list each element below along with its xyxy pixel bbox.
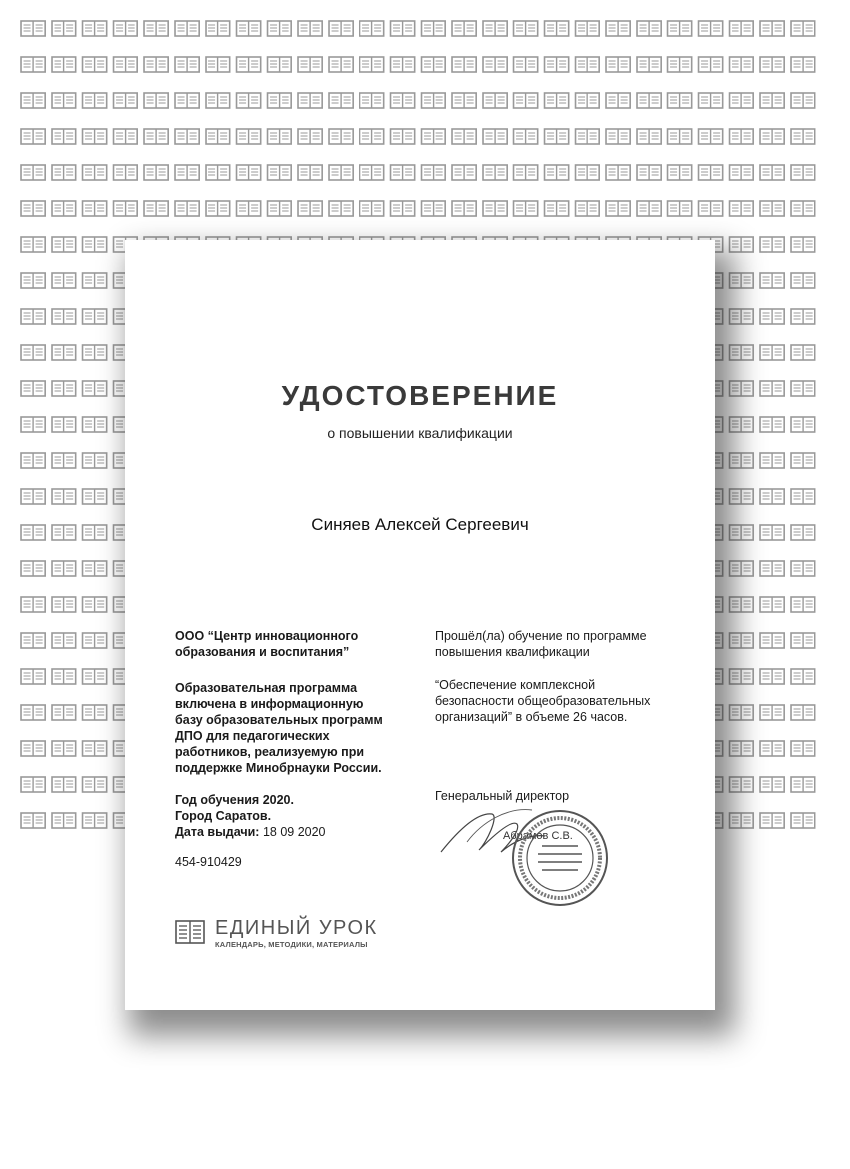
book-logo-icon	[175, 920, 205, 944]
certificate-subtitle: о повышении квалификации	[327, 425, 513, 441]
organization-line: ООО “Центр инновационного	[175, 629, 359, 643]
certificate-paper	[125, 240, 715, 1005]
course-line: безопасности общеобразовательных	[435, 694, 651, 708]
course-name	[435, 677, 705, 725]
organization-line: образования и воспитания”	[175, 645, 350, 659]
course-line: организаций” в объеме 26 часов.	[435, 710, 628, 724]
program-line: базу образовательных программ	[175, 713, 383, 727]
issue-details	[175, 792, 415, 840]
certificate-number: 454-910429	[175, 855, 242, 869]
logo-tagline: КАЛЕНДАРЬ, МЕТОДИКИ, МАТЕРИАЛЫ	[215, 940, 368, 949]
training-line: Прошёл(ла) обучение по программе	[435, 629, 647, 643]
logo-title: ЕДИНЫЙ УРОК	[215, 917, 378, 939]
organization-name	[175, 628, 415, 660]
program-line: Образовательная программа	[175, 681, 358, 695]
director-title: Генеральный директор	[435, 789, 570, 803]
issue-date-label: Дата выдачи:	[175, 825, 260, 839]
program-line: работников, реализуемую при	[175, 745, 365, 759]
seal-stamp-icon	[510, 808, 610, 908]
city: Город Саратов.	[175, 809, 272, 823]
issue-date-value: 18 09 2020	[262, 825, 326, 839]
recipient-name: Синяев Алексей Сергеевич	[311, 515, 529, 534]
brand-logo	[175, 917, 475, 957]
training-statement	[435, 628, 695, 660]
training-line: повышения квалификации	[435, 645, 590, 659]
program-line: включена в информационную	[175, 697, 364, 711]
certificate-title: УДОСТОВЕРЕНИЕ	[281, 380, 559, 411]
study-year: Год обучения 2020.	[175, 793, 294, 807]
director-name: Абрамов С.В.	[503, 830, 573, 842]
program-line: поддержке Минобрнауки России.	[175, 761, 382, 775]
program-description	[175, 680, 415, 776]
course-line: “Обеспечение комплексной	[435, 678, 596, 692]
program-line: ДПО для педагогических	[175, 729, 330, 743]
issue-date-row	[175, 824, 415, 840]
